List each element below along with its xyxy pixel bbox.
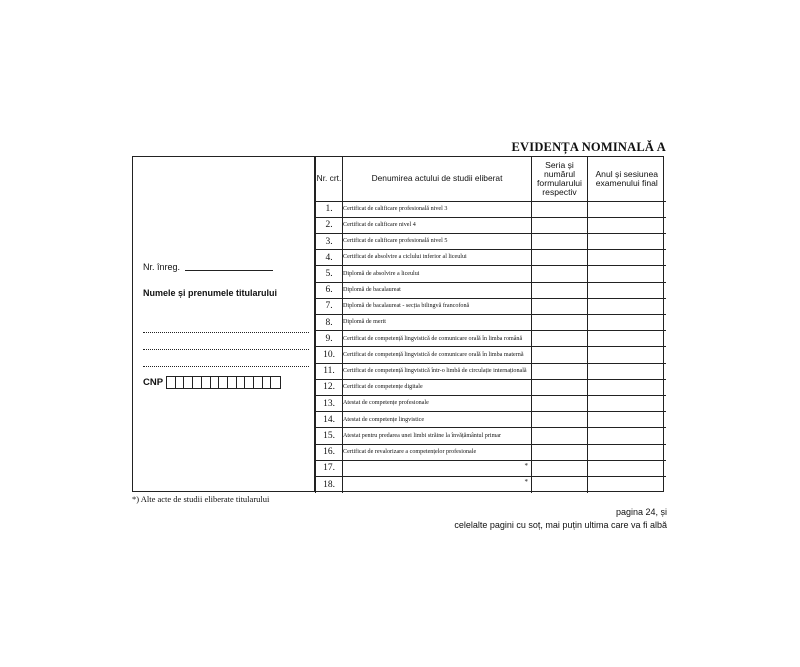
cnp-digit-box[interactable]: [254, 377, 263, 388]
row-series-cell[interactable]: [532, 201, 588, 217]
row-certificate-name: [343, 347, 532, 363]
row-number: 13.: [316, 396, 343, 412]
certificate-name-text: Certificat de calificare nivel 4: [343, 222, 416, 229]
row-year-cell[interactable]: [588, 233, 666, 249]
row-year-cell[interactable]: [588, 250, 666, 266]
row-certificate-name: [343, 428, 532, 444]
certificate-name-text: Diplomă de merit: [343, 319, 386, 326]
table-row: [316, 444, 666, 460]
certificate-name-text: Certificat de absolvire a ciclului inferior al liceului: [343, 254, 467, 261]
cnp-digit-box[interactable]: [245, 377, 254, 388]
row-number: 8.: [316, 315, 343, 331]
row-year-cell[interactable]: [588, 428, 666, 444]
header-series: Seria și numărul formularului respectiv: [532, 157, 588, 201]
table-row: [316, 428, 666, 444]
row-series-cell[interactable]: [532, 412, 588, 428]
row-certificate-name: [343, 298, 532, 314]
row-certificate-name: [343, 266, 532, 282]
row-number: 2.: [316, 217, 343, 233]
table-row: [316, 266, 666, 282]
row-certificate-name: [343, 282, 532, 298]
row-series-cell[interactable]: [532, 428, 588, 444]
certificate-name-text: Certificat de revalorizare a competențelor profesionale: [343, 448, 477, 455]
table-row: [316, 298, 666, 314]
row-certificate-name: [343, 460, 532, 476]
row-year-cell[interactable]: [588, 217, 666, 233]
holder-name-line-3[interactable]: [143, 366, 309, 367]
row-number: 7.: [316, 298, 343, 314]
page-note: [454, 506, 667, 532]
cnp-digit-box[interactable]: [211, 377, 220, 388]
row-year-cell[interactable]: [588, 477, 666, 493]
certificate-name-text: Diplomă de bacalaureat - secția bilingvă francofonă: [343, 303, 470, 310]
row-year-cell[interactable]: [588, 412, 666, 428]
table-row: [316, 412, 666, 428]
row-series-cell[interactable]: [532, 298, 588, 314]
certificate-name-text: Certificat de competență lingvistică într-o limbă de circulație internațională: [343, 367, 527, 374]
certificate-name-text: Diplomă de absolvire a liceului: [343, 270, 420, 277]
holder-name-line-1[interactable]: [143, 332, 309, 333]
holder-panel: [133, 157, 315, 491]
table-row: [316, 347, 666, 363]
row-number: 17.: [316, 460, 343, 476]
row-series-cell[interactable]: [532, 477, 588, 493]
certificate-name-text: Certificat de calificare profesională nivel 5: [343, 238, 448, 245]
row-certificate-name: [343, 379, 532, 395]
row-number: 9.: [316, 331, 343, 347]
row-number: 15.: [316, 428, 343, 444]
row-year-cell[interactable]: [588, 347, 666, 363]
row-number: 3.: [316, 233, 343, 249]
row-certificate-name: [343, 444, 532, 460]
table-row: [316, 460, 666, 476]
header-nr: Nr. crt.: [316, 157, 343, 201]
cnp-digit-box[interactable]: [202, 377, 211, 388]
row-certificate-name: [343, 396, 532, 412]
row-series-cell[interactable]: [532, 444, 588, 460]
row-certificate-name: [343, 477, 532, 493]
cnp-digit-box[interactable]: [193, 377, 202, 388]
holder-name-label: Numele și prenumele titularului: [143, 288, 278, 298]
row-series-cell[interactable]: [532, 396, 588, 412]
row-series-cell[interactable]: [532, 217, 588, 233]
table-row: [316, 233, 666, 249]
certificate-name-text: Certificat de competență lingvistică de comunicare orală în limba română: [343, 335, 523, 342]
cnp-digit-box[interactable]: [237, 377, 246, 388]
row-series-cell[interactable]: [532, 315, 588, 331]
row-number: 5.: [316, 266, 343, 282]
row-number: 11.: [316, 363, 343, 379]
certificate-name-text: Atestat de competențe lingvistice: [343, 416, 425, 423]
row-series-cell[interactable]: [532, 379, 588, 395]
registration-number-line[interactable]: [185, 269, 273, 271]
certificate-name-text: Certificat de competență lingvistică de comunicare orală în limba maternă: [343, 351, 524, 358]
cnp-boxes[interactable]: [166, 376, 281, 389]
cnp-digit-box[interactable]: [219, 377, 228, 388]
row-year-cell[interactable]: [588, 282, 666, 298]
row-certificate-name: [343, 217, 532, 233]
cnp-digit-box[interactable]: [184, 377, 193, 388]
row-series-cell[interactable]: [532, 363, 588, 379]
table-row: [316, 315, 666, 331]
table-row: [316, 250, 666, 266]
row-year-cell[interactable]: [588, 266, 666, 282]
cnp-label: CNP: [143, 377, 164, 388]
cnp-field: [143, 376, 281, 389]
table-row: [316, 396, 666, 412]
other-certificate-mark: *: [524, 461, 528, 470]
row-year-cell[interactable]: [588, 201, 666, 217]
row-certificate-name: [343, 315, 532, 331]
cnp-digit-box[interactable]: [228, 377, 237, 388]
row-number: 10.: [316, 347, 343, 363]
page-title: EVIDENȚA NOMINALĂ A: [511, 140, 666, 154]
row-certificate-name: [343, 250, 532, 266]
row-certificate-name: [343, 363, 532, 379]
row-number: 14.: [316, 412, 343, 428]
page-note-line-2: celelalte pagini cu soț, mai puțin ultima care va fi albă: [454, 520, 667, 530]
row-series-cell[interactable]: [532, 331, 588, 347]
certificates-table: [315, 157, 666, 493]
row-series-cell[interactable]: [532, 250, 588, 266]
holder-name-line-2[interactable]: [143, 349, 309, 350]
table-row: [316, 477, 666, 493]
cnp-digit-box[interactable]: [176, 377, 185, 388]
table-row: [316, 379, 666, 395]
certificate-name-text: Certificat de competențe digitale: [343, 384, 423, 391]
row-certificate-name: [343, 412, 532, 428]
registration-number-label: Nr. înreg.: [143, 262, 181, 272]
cnp-digit-box[interactable]: [167, 377, 176, 388]
row-series-cell[interactable]: [532, 282, 588, 298]
certificate-name-text: Atestat de competențe profesionale: [343, 400, 429, 407]
register-frame: [132, 156, 664, 492]
footnote: *) Alte acte de studii eliberate titularului: [132, 494, 270, 504]
table-header-row: [316, 157, 666, 201]
certificate-name-text: Certificat de calificare profesională nivel 3: [343, 205, 448, 212]
row-year-cell[interactable]: [588, 460, 666, 476]
row-number: 6.: [316, 282, 343, 298]
row-certificate-name: [343, 331, 532, 347]
other-certificate-mark: *: [524, 478, 528, 487]
row-year-cell[interactable]: [588, 298, 666, 314]
table-row: [316, 282, 666, 298]
row-year-cell[interactable]: [588, 444, 666, 460]
cnp-digit-box[interactable]: [271, 377, 280, 388]
row-year-cell[interactable]: [588, 331, 666, 347]
certificate-name-text: Atestat pentru predarea unei limbi străine la învățământul primar: [343, 432, 502, 439]
row-number: 12.: [316, 379, 343, 395]
row-number: 1.: [316, 201, 343, 217]
row-certificate-name: [343, 201, 532, 217]
row-year-cell[interactable]: [588, 379, 666, 395]
page-note-line-1: pagina 24, și: [615, 507, 667, 517]
row-series-cell[interactable]: [532, 347, 588, 363]
cnp-digit-box[interactable]: [263, 377, 272, 388]
row-year-cell[interactable]: [588, 363, 666, 379]
row-year-cell[interactable]: [588, 396, 666, 412]
row-year-cell[interactable]: [588, 315, 666, 331]
table-row: [316, 217, 666, 233]
certificate-name-text: Diplomă de bacalaureat: [343, 286, 401, 293]
registration-number-field: [143, 262, 273, 272]
header-year: Anul și sesiunea examenului final: [588, 157, 666, 201]
row-number: 18.: [316, 477, 343, 493]
row-number: 4.: [316, 250, 343, 266]
row-series-cell[interactable]: [532, 266, 588, 282]
table-row: [316, 201, 666, 217]
row-series-cell[interactable]: [532, 233, 588, 249]
table-row: [316, 331, 666, 347]
row-series-cell[interactable]: [532, 460, 588, 476]
header-name: Denumirea actului de studii eliberat: [343, 157, 532, 201]
table-row: [316, 363, 666, 379]
row-certificate-name: [343, 233, 532, 249]
row-number: 16.: [316, 444, 343, 460]
